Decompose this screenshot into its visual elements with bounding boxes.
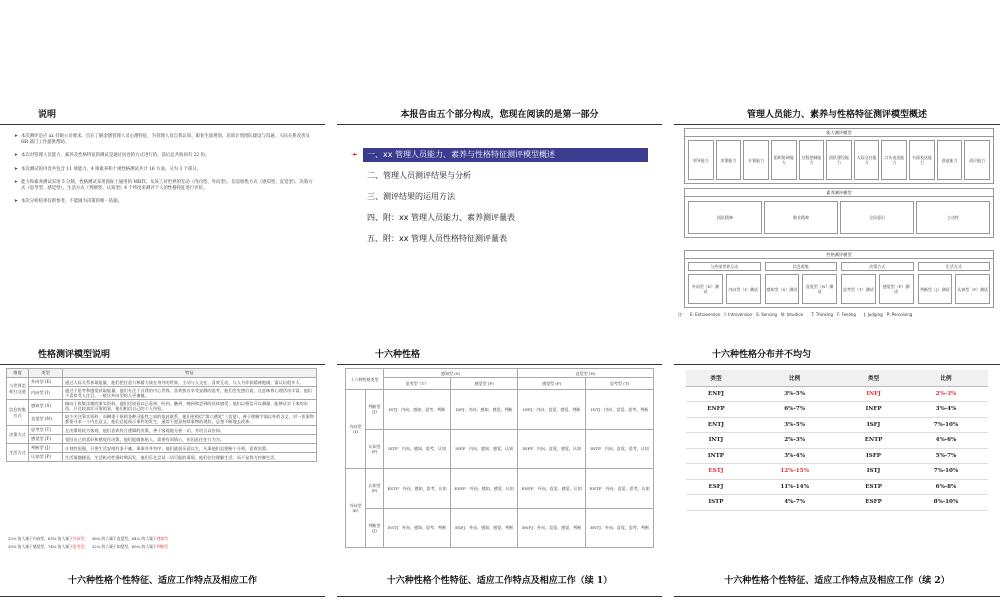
footnote-line <box>8 544 168 550</box>
sub-header: 感觉型 (F) <box>451 378 518 390</box>
title-rule <box>0 364 325 365</box>
character-table <box>6 368 317 462</box>
type-cell: ESTP <box>843 479 904 495</box>
type-cell: 直觉型（N）测试 <box>802 274 837 304</box>
arrow-icon: ➛ <box>351 150 358 159</box>
toc-item-active[interactable] <box>351 148 648 162</box>
ratio-cell: 8%-10% <box>904 495 988 511</box>
footnote-line <box>8 536 168 542</box>
title-rule <box>337 364 662 365</box>
ratio-cell: 11%-14% <box>746 479 843 495</box>
type-cell: 内向型（I）测试 <box>726 274 761 304</box>
type-cell: ESTJ：外向、感知、思考、判断 <box>384 508 451 548</box>
literacy-model-header: 素养测评模型 <box>684 188 994 197</box>
ratio-cell: 4%-6% <box>904 433 988 449</box>
ratio-cell: 7%-10% <box>904 464 988 480</box>
type-cell: ENFJ <box>686 386 746 402</box>
slide-title: 十六种性格个性特征、适应工作特点及相应工作 <box>67 575 257 586</box>
type-cell: ENFJ：外向、直觉、感觉、判断 <box>518 508 586 548</box>
toc-item[interactable]: 二、管理人员测评结果与分析 <box>367 171 471 180</box>
type-cell: ISFJ：内向、感知、感觉、判断 <box>451 390 518 430</box>
description-cell: 生活情趣随意，生活机动性强时期而发，他们乐在尝试一切可能的事情，他们往往理解生活，而不是努力控制生活。 <box>63 453 317 462</box>
row-label-p: 认知型 (P) <box>366 429 384 469</box>
table-row <box>686 386 988 402</box>
table-row <box>686 433 988 449</box>
type-cell: 感觉型 (F) <box>29 435 63 444</box>
slide-character-model[interactable] <box>0 336 325 560</box>
type-cell: INTP：内向、直觉、思考、认知 <box>586 429 654 469</box>
type-cell: INTP <box>686 448 746 464</box>
table-row <box>7 435 317 444</box>
model-diagram <box>674 126 1000 324</box>
type-cell: ISTJ <box>843 464 904 480</box>
dimension-cell: 信息收集方式 <box>7 400 29 426</box>
bullet-item: ➤ 本次测试的内容共包含 11 项能力、4 项素养和十项性格测试共计 16 方面，分为 3 个部分。 <box>14 167 315 173</box>
table-row <box>7 413 317 426</box>
title-rule <box>0 124 325 125</box>
bullet-list <box>0 126 325 324</box>
ability-model-header: 能力测评模型 <box>684 128 994 137</box>
table-row <box>686 448 988 464</box>
table-header: 特征 <box>63 369 317 378</box>
ratio-cell: 3%-5% <box>746 417 843 433</box>
type-cell: 外向型（E）测试 <box>688 274 723 304</box>
footnote-text: 36% 的人属于直觉型，64% 的人属于 <box>88 536 157 541</box>
legend-note: 注： E: Extraversion I: Introversion S: Sensing N: Intuition T: Thinking F: Feeling J: Judging P: Perceiving <box>678 312 913 317</box>
type-cell: INTJ <box>686 433 746 449</box>
dimension-cell: 与世界怎样打交道 <box>7 378 29 400</box>
type-cell: 判断型 (J) <box>29 444 63 453</box>
bullet-item: ➤ 本次分析结果仅供参考，不能做为决策的唯一依据。 <box>14 199 315 205</box>
s-header: 感知型 (S) <box>384 369 518 378</box>
ratio-cell: 12%-15% <box>746 464 843 480</box>
slide-model-overview[interactable] <box>674 96 1000 324</box>
row-label-i: 内向型 (I) <box>346 390 366 469</box>
footnote-highlight: 外向型； <box>72 536 89 541</box>
slide-title: 说明 <box>38 109 57 120</box>
ratio-cell: 3%-4% <box>904 402 988 418</box>
table-row <box>7 387 317 400</box>
toc-item[interactable]: 四、附：xx 管理人员能力、素养测评量表 <box>367 213 516 222</box>
table-row <box>7 453 317 462</box>
title-rule <box>674 364 1000 365</box>
type-cell: 感觉型（F）测试 <box>879 274 914 304</box>
type-cell: INFJ <box>843 386 904 402</box>
ratio-cell: 3%-5% <box>746 386 843 402</box>
type-cell: ISTJ：内向、感知、思考、判断 <box>384 390 451 430</box>
type-cell: 认知型 (P) <box>29 453 63 462</box>
type-cell: ISTP：内向、感知、思考、认知 <box>384 429 451 469</box>
type-cell: ENFP <box>686 402 746 418</box>
title-rule <box>337 124 662 125</box>
toc-item[interactable]: 五、附：xx 管理人员性格特征测评量表 <box>367 234 508 243</box>
type-cell: INFP：内向、直觉、感觉、认知 <box>518 429 586 469</box>
bullet-item: ➤ 能力和素养测试采用 5 分制，性格测试采用国际上通用的 MBTI，从该工对世界的互动（内向型、外向型）、信息收集方式（感知型、直觉型）、决策方式（思考型、感觉型）、生活方式（判断型、认知型）4 个纬度来测评个人的性格特征进行评价。 <box>14 180 315 192</box>
ability-cell: 组织协调能力 <box>771 140 797 180</box>
sub-header: 思考型（T） <box>384 378 451 390</box>
footnote-highlight: 思考型； <box>72 544 89 549</box>
type-cell: ENTJ <box>686 417 746 433</box>
grid-corner: 十六种性格类型 <box>346 369 384 390</box>
ratio-cell: 2%-3% <box>904 386 988 402</box>
dimension-cell: 决策方式 <box>7 426 29 444</box>
type-cell: INTJ：内向、直觉、思考、判断 <box>586 390 654 430</box>
literacy-cell: 全局意识 <box>840 201 914 234</box>
type-cell: 感知型（S）测试 <box>765 274 800 304</box>
distribution-wrap <box>674 366 1000 560</box>
type-cell: ISFP <box>843 448 904 464</box>
footnote-text: 39% 的人属于感觉型， <box>8 544 49 549</box>
type-cell: ISFP：内向、感知、感觉、认知 <box>451 429 518 469</box>
table-row <box>7 400 317 413</box>
slide-sixteen-types[interactable] <box>337 336 662 560</box>
ratio-cell: 7%-10% <box>904 417 988 433</box>
sixteen-grid-wrap <box>337 366 662 560</box>
table-row <box>7 426 317 435</box>
footnote-highlight: 判断型 <box>156 544 169 549</box>
footnote-text: 32% 的人属于知觉型，68% 的人属于 <box>88 544 157 549</box>
ratio-cell: 2%-3% <box>746 433 843 449</box>
footnote-highlight: 感知型 <box>156 536 169 541</box>
slide-title: 十六种性格分布并不均匀 <box>712 349 812 360</box>
footnote-text: 74% 的人属于 <box>48 544 73 549</box>
character-table-wrap <box>0 366 325 560</box>
sixteen-type-grid <box>345 368 654 548</box>
toc-item[interactable]: 三、测评结果的运用方法 <box>367 192 455 201</box>
bullet-item: ➤ 本次对管理人员能力、素养及性格特征的测试是通过问卷的方式进行的，前后总共收回有 22 份。 <box>14 153 315 159</box>
dimension-cell: 生活方式 <box>7 444 29 462</box>
ability-cell: 计划能力 <box>743 140 769 180</box>
type-cell: ESFJ <box>686 479 746 495</box>
table-header: 类型 <box>843 370 904 386</box>
type-cell: ISFJ <box>843 417 904 433</box>
description-cell: 通过个思考和感觉获取能量，他们专注于自我的内心世界，喜欢独自享受安静的思考，他们会先想后说，这意味着心理活动丰富，他们不喜欢受人注目，一般比外向型的人更谨慎。 <box>63 387 317 400</box>
type-cell: ISTP <box>686 495 746 511</box>
ability-cell: 人际交往能力 <box>854 140 880 180</box>
table-row <box>7 444 317 453</box>
ratio-cell: 5%-7% <box>904 448 988 464</box>
slide-title: 十六种性格个性特征、适应工作特点及相应工作（续 2） <box>724 575 950 586</box>
distribution-table <box>686 370 988 511</box>
literacy-cell: 团队精神 <box>688 201 762 234</box>
ability-cell: 领导能力 <box>688 140 714 180</box>
description-cell: 觉回自己的喜好和感觉作决策，他们能敏体贴人，需要有同情心，但因此往往行为为。 <box>63 435 317 444</box>
slide-types-detail-cont2[interactable] <box>674 568 1000 600</box>
type-cell: ESFP <box>843 495 904 511</box>
toc-list <box>337 126 662 324</box>
literacy-cell: 敬业精神 <box>764 201 838 234</box>
type-cell: 思考型（T）测试 <box>841 274 876 304</box>
slide-title: 十六种性格 <box>375 349 421 360</box>
ability-cell: 口头表达能力 <box>881 140 907 180</box>
toc-label: 一、xx 管理人员能力、素养与性格特征测评模型概述 <box>367 150 556 159</box>
ratio-cell: 3%-4% <box>746 448 843 464</box>
type-cell: 判断型（J）测试 <box>918 274 953 304</box>
table-row <box>686 495 988 511</box>
type-cell: 认知型（P）测试 <box>955 274 990 304</box>
dimension-cell: 生活方式 <box>918 262 991 271</box>
sub-header: 感觉型 (F) <box>518 378 586 390</box>
slide-distribution[interactable] <box>674 336 1000 560</box>
table-header: 比例 <box>904 370 988 386</box>
row-label-p: 认知型 (P) <box>366 469 384 509</box>
table-row <box>686 402 988 418</box>
type-cell: 思考型 (T) <box>29 426 63 435</box>
ratio-cell: 6%-7% <box>746 402 843 418</box>
title-rule <box>337 596 662 597</box>
table-row <box>7 378 317 387</box>
type-cell: ENTJ：外向、直觉、思考、判断 <box>586 508 654 548</box>
bullet-item: ➤ 本次测评是应 xx 有限公司要求，旨在了解金德管理人员心理特征，为管理人员自我认知、职业生涯规划、培训计划团队建设与沟通、人际关系改善及 HR 部门工作提供帮助。 <box>14 134 315 146</box>
ratio-cell: 6%-8% <box>904 479 988 495</box>
slide-title: 本报告由五个部分构成，您现在阅读的是第一部分 <box>400 109 599 120</box>
description-cell: 在决策时较为客观，他们喜欢符合逻辑的决策，善于客观地分析一切，并坦言以告知。 <box>63 426 317 435</box>
type-cell: ENTP：外向、直觉、思考、认知 <box>586 469 654 509</box>
slide-types-detail[interactable] <box>0 568 325 600</box>
slide-types-detail-cont1[interactable] <box>337 568 662 600</box>
type-cell: ESFP：外向、感知、感觉、认知 <box>451 469 518 509</box>
ability-cell: 适应能力 <box>964 140 990 180</box>
dimension-cell: 决策方式 <box>841 262 914 271</box>
title-rule <box>674 124 1000 125</box>
table-row <box>686 464 988 480</box>
ability-cell: 过程控制能力 <box>799 140 825 180</box>
top-blank-area <box>0 0 1000 92</box>
row-label-j: 判断型 (J) <box>366 390 384 430</box>
description-cell: 计划性很强，只要生活安排有条不紊、事事井井有序，他们就很乐意以生，凡事他们总要断个分明，喜欢决策。 <box>63 444 317 453</box>
description-cell: 倾向于收集详细的事实资料，他们比较看以已看到、听到、触到、嗅到和尝到的具体感受，他们以相信可以测量、能够证实下来的东西，只比较真实可靠的事，他们相信自己的个人经验。 <box>63 400 317 413</box>
n-header: 直觉型 (N) <box>518 369 654 378</box>
type-cell: 感知型 (S) <box>29 400 63 413</box>
type-cell: INFJ：内向、直觉、感觉、判断 <box>518 390 586 430</box>
type-cell: ESTJ <box>686 464 746 480</box>
type-cell: 外向型 (E) <box>29 378 63 387</box>
type-cell: ESFJ：外向、感知、感觉、判断 <box>451 508 518 548</box>
slide-contents[interactable] <box>337 96 662 324</box>
type-cell: 内向型 (I) <box>29 387 63 400</box>
footnote-text: 65% 的人属于 <box>48 536 73 541</box>
type-cell: ENTP <box>843 433 904 449</box>
type-cell: INFP <box>843 402 904 418</box>
ability-cell: 书面表达能力 <box>909 140 935 180</box>
table-row <box>686 417 988 433</box>
ability-cell: 团队建设能力 <box>826 140 852 180</box>
ratio-cell: 4%-7% <box>746 495 843 511</box>
table-header: 维度 <box>7 369 29 378</box>
type-cell: 直觉型 (N) <box>29 413 63 426</box>
table-header: 类型 <box>686 370 746 386</box>
table-header: 类型 <box>29 369 63 378</box>
ability-cell: 创造能力 <box>937 140 963 180</box>
description-cell: 通过人际关系获取能量，他们把注意力和精力放在身外的世界，主动与人交往，喜欢互动，与人为伴获精神饱满，需认识很多人。 <box>63 378 317 387</box>
type-cell: ESTP：外向、感知、思考、认知 <box>384 469 451 509</box>
ability-cell: 决策能力 <box>716 140 742 180</box>
sub-header: 思考型 (T) <box>586 378 654 390</box>
row-label-j: 判断型 (J) <box>366 508 384 548</box>
title-rule <box>674 596 1000 597</box>
table-header: 比例 <box>746 370 843 386</box>
description-cell: 较少关注事实资料，而侧重于原则各种可能性之间的依此联系，他们更相信"第六感觉"（直觉），善于理解字面以外的含义，对一切事物都要寻求一个内在意义，他们总能预示事件的发生，通常不愿意持续事物的现状，总想不断地去改革。 <box>63 413 317 426</box>
table-row <box>686 479 988 495</box>
character-model-header: 性格测评模型 <box>684 250 994 259</box>
slide-title: 十六种性格个性特征、适应工作特点及相应工作（续 1） <box>386 575 613 586</box>
footnote-text: 33% 的人属于内向型， <box>8 536 49 541</box>
title-rule <box>0 596 325 597</box>
dimension-cell: 与外部世界互动 <box>688 262 761 271</box>
row-label-e: 外向型 (E) <box>346 469 366 548</box>
slide-title: 管理人员能力、素养与性格特征测评模型概述 <box>746 109 927 120</box>
type-cell: ENFP：外向、直觉、感觉、认知 <box>518 469 586 509</box>
slide-title: 性格测评模型说明 <box>38 349 111 360</box>
literacy-cell: 主动性 <box>916 201 990 234</box>
dimension-cell: 信息收集 <box>765 262 838 271</box>
slide-intro[interactable] <box>0 96 325 324</box>
